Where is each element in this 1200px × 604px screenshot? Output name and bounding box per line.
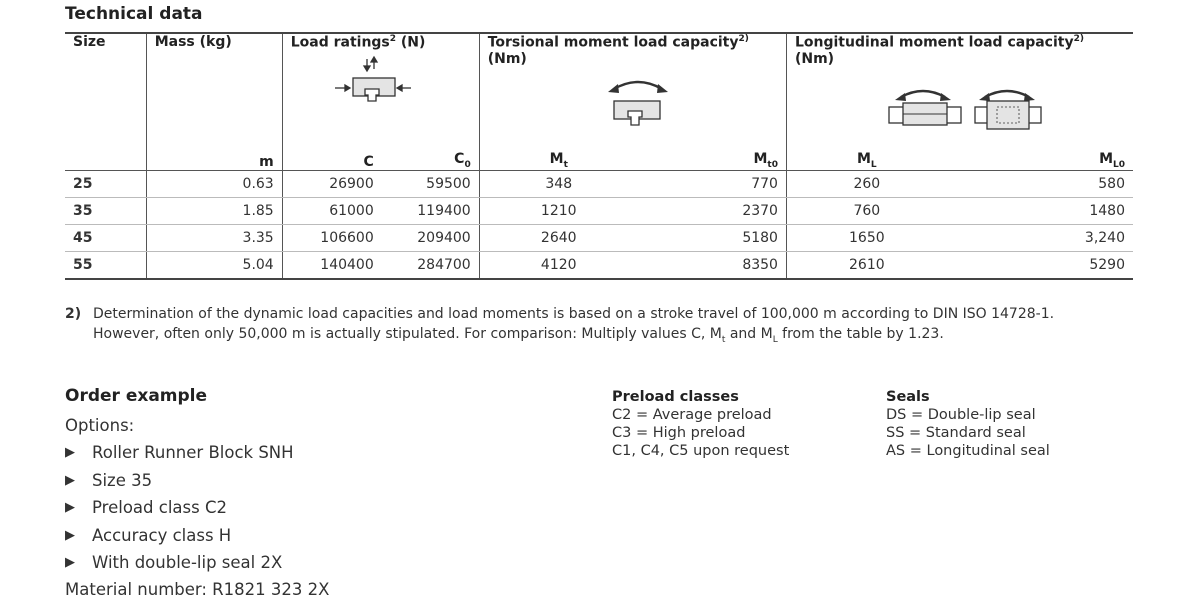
cell-ml0: 5290: [947, 252, 1133, 280]
cell-c: 106600: [282, 225, 382, 252]
order-title: Order example: [65, 386, 208, 406]
footnote-text: [93, 304, 1113, 350]
symbol-mt: [479, 148, 638, 171]
symbol-size-empty: [65, 148, 146, 171]
symbol-mt0: [638, 148, 787, 171]
header-load-ratings: [282, 33, 479, 148]
symbol-ml0-sub: L0: [1113, 160, 1125, 170]
header-torsional: [479, 33, 786, 148]
table-row: [65, 252, 1133, 280]
cell-c0: 59500: [382, 171, 479, 198]
order-item-text: Accuracy class H: [92, 525, 232, 545]
header-torsional-unit: (Nm): [487, 50, 527, 67]
seal-item: SS = Standard seal: [886, 425, 1026, 441]
symbol-c0-sub: 0: [464, 160, 471, 170]
preload-classes: [612, 388, 789, 460]
symbol-c0: [382, 148, 479, 171]
material-number: Material number: R1821 323 2X: [65, 580, 330, 600]
list-item: [65, 494, 329, 521]
cell-mt: 348: [479, 171, 638, 198]
bullet-icon: ▶: [65, 500, 75, 516]
symbol-row: [65, 148, 1133, 171]
footnote-line-2: [93, 324, 1113, 350]
order-example: [65, 386, 329, 604]
header-load-unit: (N): [396, 34, 426, 51]
header-longitudinal-unit: (Nm): [794, 50, 835, 67]
preload-item: C3 = High preload: [612, 425, 746, 441]
cell-mt0: 2370: [638, 198, 787, 225]
header-mass: Mass (kg): [146, 33, 282, 148]
header-row: [65, 33, 1133, 148]
cell-ml0: 3,240: [947, 225, 1133, 252]
cell-mass: 1.85: [146, 198, 282, 225]
footnote-line-2b: and M: [725, 326, 773, 342]
header-longitudinal-sup: 2): [1073, 34, 1084, 44]
cell-mass: 0.63: [146, 171, 282, 198]
cell-ml: 760: [786, 198, 946, 225]
load-ratings-icon: [291, 51, 471, 111]
header-torsional-text: Torsional moment load capacity: [487, 34, 739, 51]
seal-item: DS = Double-lip seal: [886, 407, 1036, 423]
cell-mt: 2640: [479, 225, 638, 252]
cell-c: 140400: [282, 252, 382, 280]
cell-c0: 284700: [382, 252, 479, 280]
header-size: Size: [65, 33, 146, 148]
cell-ml: 2610: [786, 252, 946, 280]
footnote-sub-l: L: [772, 334, 778, 345]
order-options-label: Options:: [65, 416, 135, 435]
cell-mt0: 770: [638, 171, 787, 198]
order-item-text: Preload class C2: [92, 498, 227, 518]
bullet-icon: ▶: [65, 527, 75, 543]
seal-item: AS = Longitudinal seal: [886, 443, 1050, 459]
order-item-text: Size 35: [92, 470, 153, 490]
cell-c: 61000: [282, 198, 382, 225]
symbol-mt0-sub: t0: [767, 160, 778, 170]
footnote-sub-t: t: [721, 334, 726, 345]
footnote-number: 2): [65, 306, 82, 322]
symbol-ml-main: M: [856, 151, 871, 168]
bullet-icon: ▶: [65, 445, 75, 461]
header-longitudinal: [786, 33, 1133, 148]
footnote-line-2a: However, often only 50,000 m is actually stipulated. For comparison: Multiply values C, M: [93, 326, 722, 342]
cell-size: 35: [65, 198, 146, 225]
header-load-text: Load ratings: [290, 34, 390, 51]
symbol-m: m: [146, 148, 282, 171]
footnote: [65, 304, 1113, 350]
header-longitudinal-text: Longitudinal moment load capacity: [794, 34, 1074, 51]
preload-item: C1, C4, C5 upon request: [612, 443, 790, 459]
list-item: [65, 522, 329, 549]
cell-ml: 260: [786, 171, 946, 198]
symbol-ml-sub: L: [870, 160, 877, 170]
symbol-ml0: [947, 148, 1133, 171]
bullet-icon: ▶: [65, 472, 75, 488]
cell-size: 45: [65, 225, 146, 252]
torsional-moment-icon: [488, 67, 668, 133]
table-row: [65, 225, 1133, 252]
symbol-mt0-main: M: [753, 151, 768, 168]
cell-ml: 1650: [786, 225, 946, 252]
list-item: [65, 549, 329, 576]
cell-mt0: 5180: [638, 225, 787, 252]
symbol-c0-main: C: [454, 151, 465, 168]
footnote-line-2c: from the table by 1.23.: [777, 326, 944, 342]
section-title: Technical data: [65, 4, 203, 24]
cell-size: 55: [65, 252, 146, 280]
table-row: [65, 198, 1133, 225]
cell-mass: 5.04: [146, 252, 282, 280]
order-item-text: Roller Runner Block SNH: [92, 443, 294, 463]
preload-item: C2 = Average preload: [612, 407, 772, 423]
cell-mass: 3.35: [146, 225, 282, 252]
header-torsional-sup: 2): [738, 34, 749, 44]
list-item: [65, 467, 329, 494]
symbol-c: C: [282, 148, 382, 171]
order-item-text: With double-lip seal 2X: [92, 552, 283, 572]
bullet-icon: ▶: [65, 554, 75, 570]
cell-mt0: 8350: [638, 252, 787, 280]
longitudinal-moment-icon: [795, 67, 1125, 133]
cell-mt: 1210: [479, 198, 638, 225]
symbol-mt-sub: t: [563, 160, 568, 170]
table-row: [65, 171, 1133, 198]
cell-ml0: 580: [947, 171, 1133, 198]
preload-title: Preload classes: [612, 389, 739, 405]
cell-ml0: 1480: [947, 198, 1133, 225]
cell-c0: 209400: [382, 225, 479, 252]
footnote-line-1: Determination of the dynamic load capacities and load moments is based on a stroke travel of 100,000 m according to DIN ISO 14728-1.: [93, 306, 1055, 322]
cell-mt: 4120: [479, 252, 638, 280]
cell-c: 26900: [282, 171, 382, 198]
symbol-ml0-main: M: [1099, 151, 1113, 168]
technical-data-table: [65, 32, 1133, 280]
symbol-ml: [786, 148, 946, 171]
symbol-mt-main: M: [549, 151, 564, 168]
cell-size: 25: [65, 171, 146, 198]
seals-title: Seals: [886, 389, 930, 405]
cell-c0: 119400: [382, 198, 479, 225]
list-item: [65, 439, 329, 466]
seals: [886, 388, 1050, 460]
header-load-sup: 2: [389, 34, 397, 44]
